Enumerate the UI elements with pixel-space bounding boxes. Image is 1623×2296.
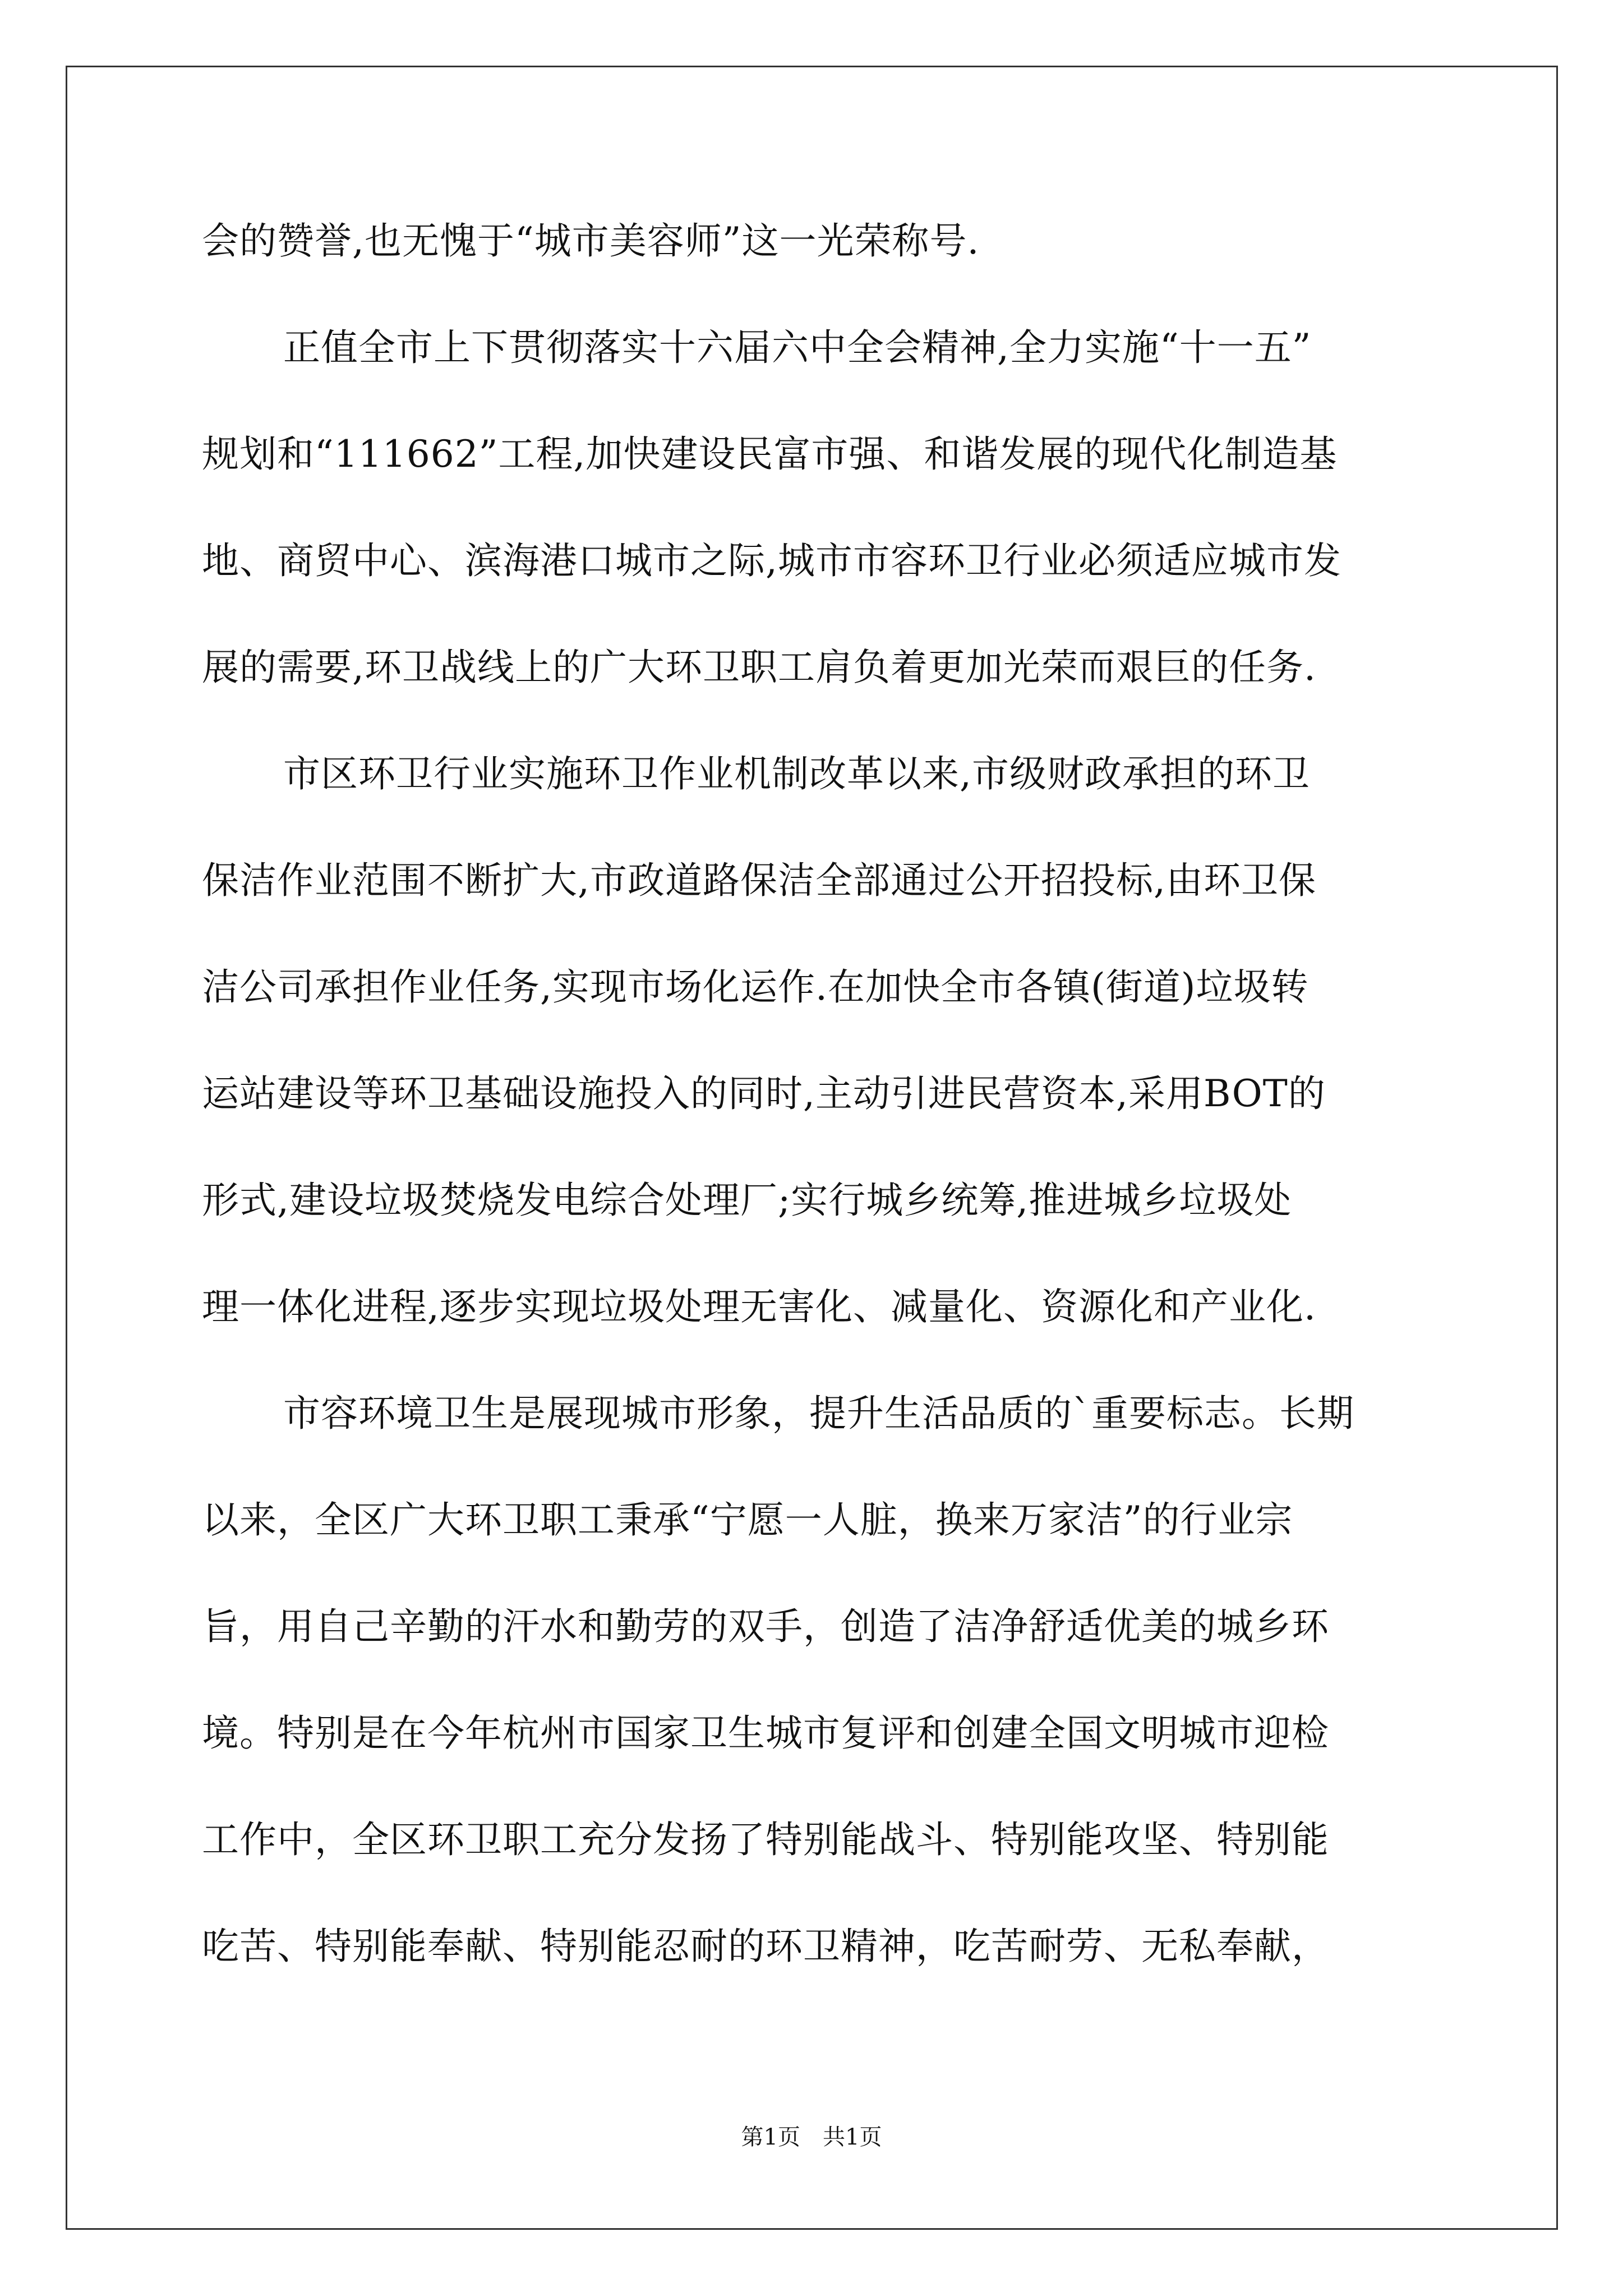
- page-border: [66, 66, 1558, 2230]
- text-line: 规划和“111662”工程,加快建设民富市强、和谐发展的现代化制造基: [202, 432, 1338, 476]
- text-line: 旨，用自己辛勤的汗水和勤劳的双手，创造了洁净舒适优美的城乡环: [202, 1605, 1329, 1648]
- text-line: 会的赞誉,也无愧于“城市美容师”这一光荣称号.: [202, 219, 980, 263]
- text-line: 洁公司承担作业任务,实现市场化运作.在加快全市各镇(街道)垃圾转: [202, 965, 1309, 1009]
- text-line: 以来，全区广大环卫职工秉承“宁愿一人脏，换来万家洁”的行业宗: [202, 1498, 1293, 1542]
- text-line: 工作中，全区环卫职工充分发扬了特别能战斗、特别能攻坚、特别能: [202, 1818, 1329, 1861]
- text-line: 理一体化进程,逐步实现垃圾处理无害化、减量化、资源化和产业化.: [202, 1285, 1316, 1328]
- text-line: 形式,建设垃圾焚烧发电综合处理厂;实行城乡统筹,推进城乡垃圾处: [202, 1179, 1292, 1222]
- text-line: 市区环卫行业实施环卫作业机制改革以来,市级财政承担的环卫: [283, 752, 1310, 795]
- text-line: 境。特别是在今年杭州市国家卫生城市复评和创建全国文明城市迎检: [202, 1711, 1329, 1755]
- text-line: 正值全市上下贯彻落实十六届六中全会精神,全力实施“十一五”: [283, 326, 1312, 369]
- text-line: 吃苦、特别能奉献、特别能忍耐的环卫精神，吃苦耐劳、无私奉献，: [202, 1925, 1329, 1968]
- text-line: 展的需要,环卫战线上的广大环卫职工肩负着更加光荣而艰巨的任务.: [202, 646, 1316, 689]
- text-line: 市容环境卫生是展现城市形象，提升生活品质的`重要标志。长期: [283, 1392, 1354, 1435]
- page-footer: 第1页 共1页: [741, 2124, 882, 2150]
- text-line: 保洁作业范围不断扩大,市政道路保洁全部通过公开招投标,由环卫保: [202, 859, 1316, 902]
- text-line: 运站建设等环卫基础设施投入的同时,主动引进民营资本,采用BOT的: [202, 1072, 1326, 1115]
- text-line: 地、商贸中心、滨海港口城市之际,城市市容环卫行业必须适应城市发: [202, 539, 1341, 582]
